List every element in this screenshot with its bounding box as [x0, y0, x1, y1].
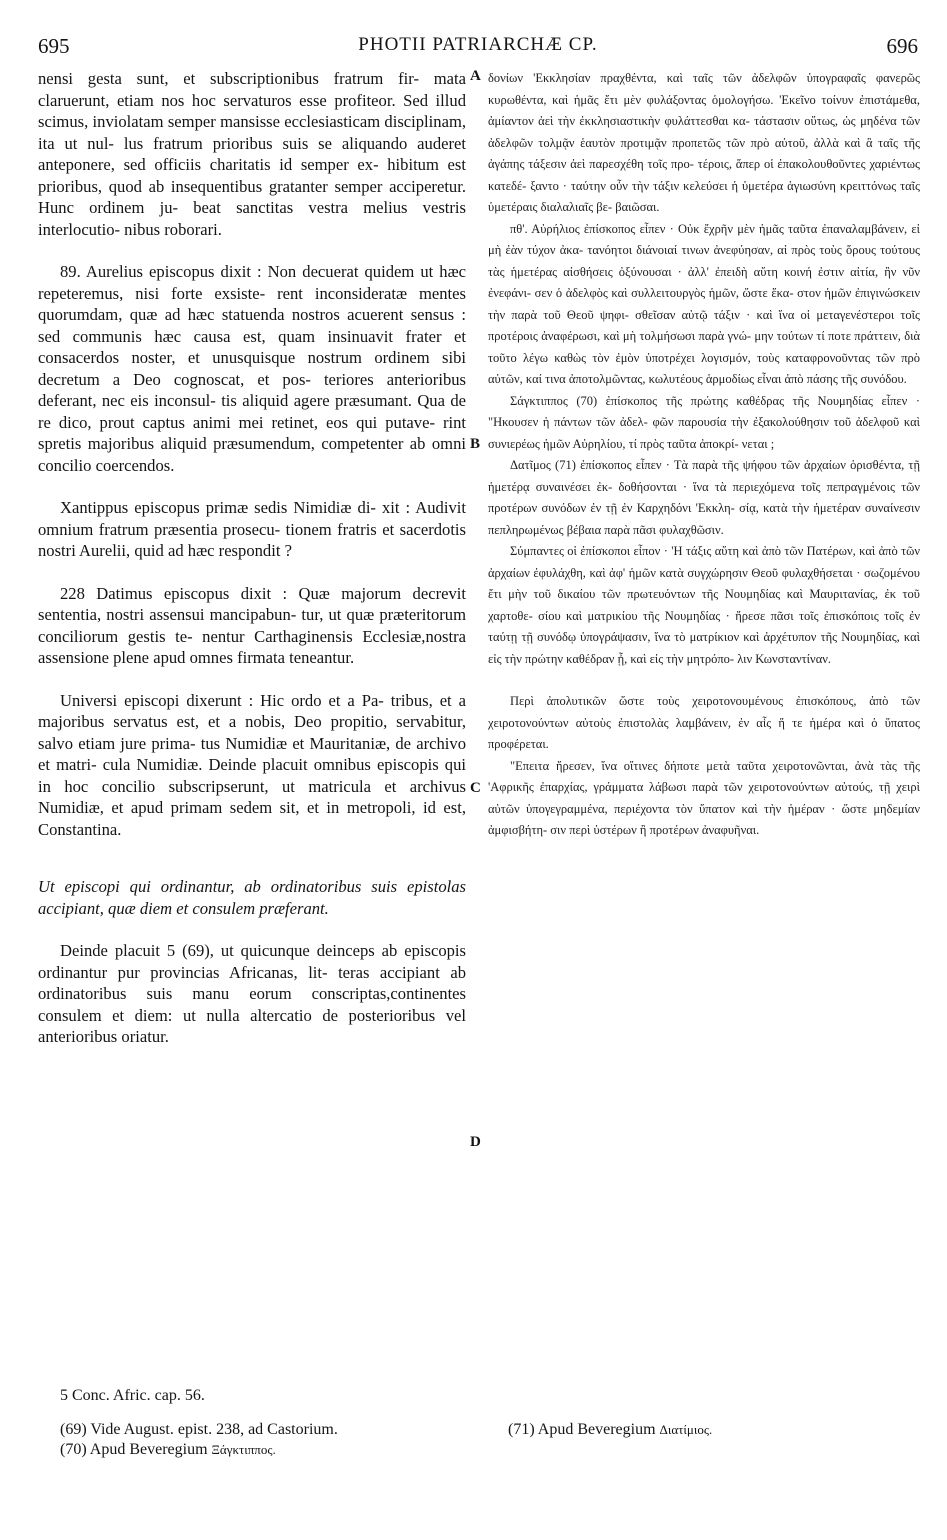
section-marker-b: B	[470, 436, 481, 452]
section-marker-d: D	[470, 1134, 481, 1150]
greek-paragraph: Σάγκτιππος (70) ἐπίσκοπος τῆς πρώτης καθέδρας τῆς Νουμηδίας εἶπεν · "Ηκουσεν ἡ πάντων τῶν ἀδελ- φῶν παρουσία τὴν ἐξακολούθησιν τοῦ ἀδελφοῦ καὶ συνιερέως ἡμῶν Αὐρηλίου, τί πρὸς ταῦτα ἀποκρί- νεται ;	[488, 393, 920, 451]
greek-section-heading: Περὶ ἀπολυτικῶν ὥστε τοὺς χειροτονουμένους ἐπισκόπους, ἀπὸ τῶν χειροτονούντων αὐτοὺς ἐπιστολὰς λαμβάνειν, ἐν αἷς ἥ τε ἡμέρα καὶ ὁ ὕπατος προφέρεται.	[488, 694, 920, 751]
greek-paragraph: Δατῖμος (71) ἐπίσκοπος εἶπεν · Τὰ παρὰ τῆς ψήφου τῶν ἀρχαίων ὁρισθέντα, τῇ ἡμετέρᾳ συναινέσει ἐκ- δοθήσονται · ἵνα τὰ περιεχόμενα τοῖς πεπραγμένοις τῶν προτέρων συνόδων ἐν τῇ ἐν Καρχηδόνι 'Εκκλη- σίᾳ, κατὰ τὴν ἡμετέραν συναίνεσιν πεπληρωμένως βέβαια παρὰ πᾶσι φυλαχθῶσιν.	[488, 458, 920, 537]
latin-paragraph: Deinde placuit 5 (69), ut quicunque deinceps ab episcopis ordinantur pur provincias Africanas, lit- teras accipiant ab ordinatoribus suis manu eorum conscriptas,continentes consulem et diem: ut nulla altercatio de posterioribus vel anterioribus oriatur.	[38, 941, 466, 1046]
latin-paragraph: 89. Aurelius episcopus dixit : Non decuerat quidem ut hæc repeteremus, nisi forte exsiste- rent inconsideratæ mentes quorumdam, quæ ad hæc statuenda nostros acuerent sensus : sed communis hæc causa est, quam insinuavit frater et consacerdos noster, et unusquisque nostrum ordinem sibi decretum a Deo cognoscat, et pos- teriores anterioribus deferant, nec eis inconsul- tis aliquid agere præsumant. Qua de re dico, prout captus animi mei retinet, eos qui putave- rint spretis majoribus aliquid præsumendum, competenter ab omni concilio coercendos.	[38, 262, 466, 475]
latin-column	[38, 68, 466, 1048]
footnote-right	[508, 1420, 928, 1440]
greek-paragraph: Σύμπαντες οἱ ἐπίσκοποι εἶπον · 'Η τάξις αὕτη καὶ ἀπὸ τῶν Πατέρων, καὶ ἀπὸ τῶν ἀρχαίων ἐφυλάχθη, καὶ ἀφ' ἡμῶν κατὰ συγχώρησιν Θεοῦ φυλαχθήσεται · σωζομένου ἔτι μὴν τοῦ δικαίου τῶν πρωτευόντων τῆς Νουμηδίας καὶ Μαυριτανίας, ἐκ τοῦ χαρτοθε- σίου καὶ ματρικίου τῆς Νουμηδίας · ἤρεσε πᾶσι τοῖς ἐπισκόποις τοῖς ἐν ταύτῃ τῇ συνόδῳ ὑπογράψασιν, ἵνα τὸ ματρίκιον καὶ ἀρχέτυπον τῆς Νουμηδίας, καὶ εἰς τὴν πρώτην καθέδραν ᾖ, καὶ εἰς τὴν μητρόπο- λιν Κωνσταντίναν.	[488, 544, 920, 666]
footnote-71-text: (71) Apud Beveregium	[508, 1421, 656, 1438]
footnote-69: (69) Vide August. epist. 238, ad Castorium.	[60, 1421, 338, 1438]
footnote-70	[60, 1440, 480, 1460]
page-number-right: 696	[886, 34, 918, 58]
latin-paragraph: 228 Datimus episcopus dixit : Quæ majorum decrevit sententia, nostri assensui mancipabun- tur, ut quæ præteritorum conciliorum gestis te- nentur Carthaginensis Ecclesiæ,nostra assensione plene apud omnes firmata teneantur.	[38, 583, 466, 667]
latin-paragraph: nensi gesta sunt, et subscriptionibus fratrum fir- mata claruerunt, etiam nos hoc servaturos esse profiteor. Sed illud scimus, inviolatam semper mansisse ecclesiasticam disciplinam, ita ut nul- lus fratrum prioribus suis se aliquando auderet anteponere, sed officiis charitatis id semper ex- hibitum est prioribus, quod ab insequentibus gratanter semper acciperetur. Hunc ordinem ju- beat sanctitas vestra melius vestris interlocutio- nibus roborari.	[38, 69, 466, 239]
greek-paragraph: δονίων 'Εκκλησίαν πραχθέντα, καὶ ταῖς τῶν ἀδελφῶν ὑπογραφαῖς φανερῶς κυρωθέντα, καὶ ἡμᾶς ἔτι μὲν φυλάξοντας ὁμολογήσω. 'Εκεῖνο τοίνυν ἐπιστάμεθα, ἀμίαντον ἀεὶ τὴν ἐκκλησιαστικὴν φυλάττεσθαι κα- τάστασιν οὕτως, ὡς μηδένα τῶν ἀδελφῶν τολμᾷν ἑαυτὸν προτιμᾷν προπετῶς τῶν πρὸ αὐτοῦ, ἀλλὰ καὶ ἃ ταῖς τῆς ἀγάπης τάξεσιν ἀεὶ παρεσχέθη τοῖς προ- τέροις, ἅπερ οἱ ἐπακολουθοῦντες χαριέντως κατεδέ- ξαντο · ταύτην οὖν τὴν τάξιν κελεύσει ἡ ὑμετέρα ἁγιωσύνη κρειττόνως ταῖς ὑμετέραις διαλαλιαῖς βε- βαιῶσαι.	[488, 71, 920, 214]
latin-section-heading: Ut episcopi qui ordinantur, ab ordinatoribus suis epistolas accipiant, quæ diem et consulem præferant.	[38, 877, 466, 918]
footnote-70-greek: Ξάγκτιππος.	[211, 1442, 276, 1457]
footnote-left	[60, 1420, 480, 1460]
footnote-70-text: (70) Apud Beveregium	[60, 1441, 208, 1458]
page-number-left: 695	[38, 34, 70, 58]
greek-paragraph: "Επειτα ἤρεσεν, ἵνα οἵτινες δήποτε μετὰ ταῦτα χειροτονῶνται, ἀνὰ τὰς τῆς 'Αφρικῆς ἐπαρχίας, γράμματα λάβωσι παρὰ τῶν χειροτονούντων αὐτούς, τῇ χειρὶ αὐτῶν ὑπογεγραμμένα, περιέχοντα τὸν ὕπατον καὶ τὴν ἡμέραν · ὥστε μηδεμίαν ἀμφισβήτη- σιν περὶ ὑστέρων ἢ προτέρων ἀναφυῆναι.	[488, 758, 920, 837]
section-marker-c: C	[470, 780, 481, 796]
latin-paragraph: Xantippus episcopus primæ sedis Nimidiæ di- xit : Audivit omnium fratrum præsentia prosecu- tionem fratris et sacerdotis nostri Aurelii, quid ad hæc respondit ?	[38, 498, 466, 560]
section-marker-a: A	[470, 68, 481, 84]
latin-paragraph: Universi episcopi dixerunt : Hic ordo et a Pa- tribus, et a majoribus servatus est, et a nobis, Deo propitio, servabitur, salvo etiam jure prima- tus Numidiæ et Mauritaniæ, de archivo et matri- cula Numidiæ. Deinde placuit omnibus episcopis qui in hoc concilio subscripserunt, ut matricula et archivus Numidiæ, et apud primam sedem sit, et in metropoli, id est, Constantina.	[38, 690, 466, 839]
greek-paragraph: πθ'. Αὐρήλιος ἐπίσκοπος εἶπεν · Οὐκ ἔχρῆν μὲν ἡμᾶς ταῦτα ἐπαναλαμβάνειν, εἰ μὴ ἐὰν τύχον ἀκα- τανόητοι διάνοιαί τινων ἀνεφύησαν, αἱ πρὸς τοὺς ὅρους τούτους τὰς ἡμετέρας αἰσθήσεις ὀξύνουσαι · ἀλλ' ἐπειδὴ αὕτη κοινή ἐστιν αἰτία, ἣν νῦν ἐνεφάνι- σεν ὁ ἀδελφὸς καὶ συλλειτουργὸς ἡμῶν, ὥστε ἕκα- στον ἡμῶν ἐπιγινώσκειν τὴν παρὰ τοῦ Θεοῦ ψηφι- σθεῖσαν αὐτῷ τάξιν · καὶ ἵνα οἱ μεταγενέστεροι τοῖς προτέροις ἀναφέρωσι, καὶ μὴ τολμήσωσι παρὰ γνώ- μην τούτων τί ποτε πράττειν, διὰ τοῦτο λέγω καθὼς τὸν ἐμὸν ὑποτρέχει λογισμόν, τοὺς καταφρονοῦντας τῶν πρὸ αὐτῶν, καί τινα ἀποτολμῶντας, κωλυτέους ἁρμοδίως εἶναι ἀπὸ πάσης τῆς συνόδου.	[488, 221, 920, 386]
running-title: PHOTII PATRIARCHÆ CP.	[358, 34, 598, 55]
running-header	[38, 34, 918, 60]
footnote-71-greek: Διατίμιος.	[659, 1422, 713, 1437]
greek-column	[488, 68, 920, 842]
footnote-main: 5 Conc. Afric. cap. 56.	[60, 1387, 205, 1404]
